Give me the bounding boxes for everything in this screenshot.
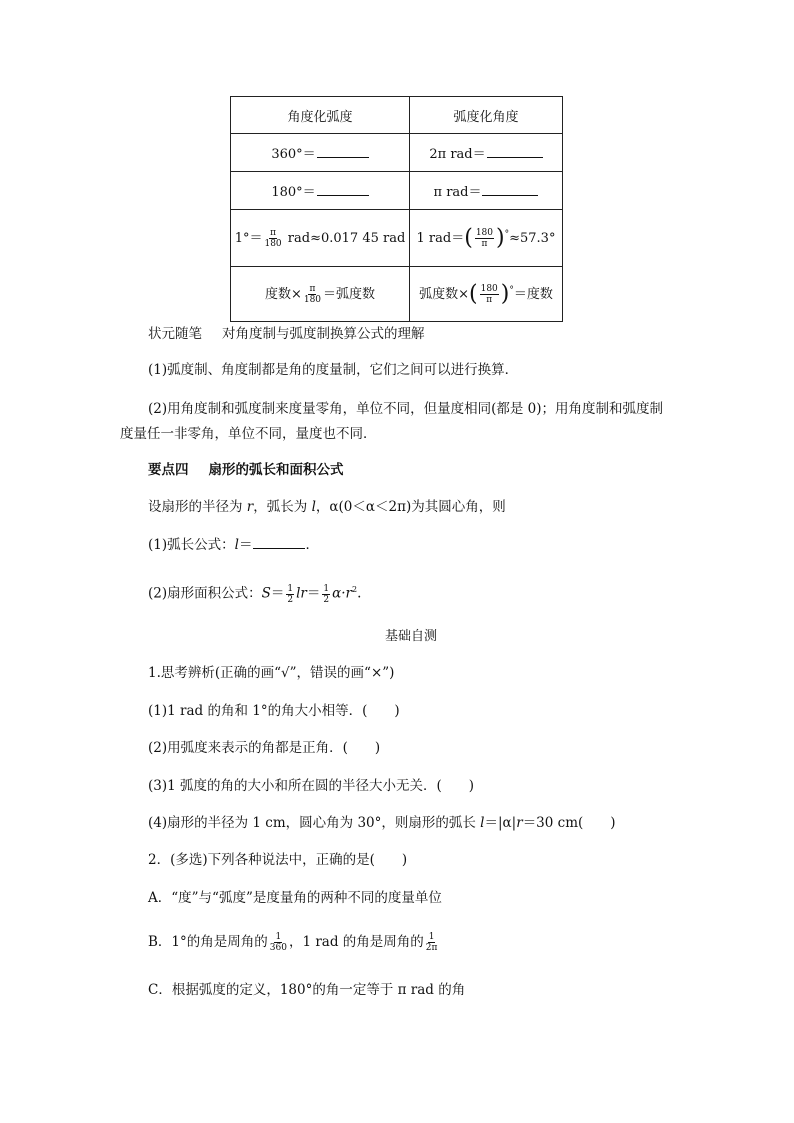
text: ＝ bbox=[306, 585, 321, 602]
fraction bbox=[304, 284, 321, 305]
text: (4)扇形的半径为 1 cm，圆心角为 30°，则扇形的弧长 bbox=[148, 815, 481, 831]
answer-blank bbox=[482, 183, 538, 196]
point4-title bbox=[148, 460, 344, 480]
table-row bbox=[231, 134, 563, 172]
fraction-numerator: 180 bbox=[475, 228, 494, 238]
q2-option-c: C．根据弧度的定义，180°的角一定等于 π rad 的角 bbox=[148, 982, 466, 998]
fraction-numerator: 1 bbox=[428, 932, 435, 942]
notes-paragraph-2-line-2: 度量任一非零角，单位不同，量度也不同． bbox=[120, 426, 377, 442]
arc-length-formula bbox=[148, 535, 319, 555]
fraction-numerator: π bbox=[270, 228, 277, 238]
table-cell bbox=[410, 267, 563, 322]
degree-sign: ° bbox=[509, 285, 514, 296]
text: ＝ bbox=[270, 585, 285, 602]
text: (2)扇形面积公式： bbox=[148, 585, 262, 602]
answer-blank bbox=[253, 536, 305, 549]
table-cell bbox=[231, 134, 410, 172]
text: (1)弧长公式： bbox=[148, 537, 235, 553]
var-l: l bbox=[311, 499, 316, 515]
fraction-numerator: 180 bbox=[480, 284, 498, 294]
notes-paragraph-1: (1)弧度制、角度制都是角的度量制，它们之间可以进行换算． bbox=[148, 362, 519, 378]
text: . bbox=[357, 585, 362, 602]
point4-heading: 扇形的弧长和面积公式 bbox=[208, 462, 344, 478]
fraction-denominator: 180 bbox=[303, 295, 322, 305]
answer-blank bbox=[317, 145, 369, 158]
cell-text: ＝度数 bbox=[513, 287, 553, 302]
cell-text: 2π rad＝ bbox=[429, 147, 486, 162]
text: ＝ bbox=[238, 537, 253, 553]
answer-blank bbox=[487, 145, 543, 158]
notes-paragraph-2-line-1: (2)用角度制和弧度制来度量零角，单位不同，但量度相同(都是 0)；用角度制和弧度制 bbox=[148, 401, 664, 417]
cell-text: 弧度数× bbox=[419, 287, 469, 302]
text: (0＜α＜2π)为其圆心角，则 bbox=[338, 499, 506, 515]
fraction bbox=[264, 228, 281, 249]
fraction-numerator: 1 bbox=[323, 583, 330, 594]
cell-text: rad≈0.017 45 rad bbox=[283, 231, 406, 246]
var-r: r bbox=[516, 815, 523, 831]
text: 设扇形的半径为 bbox=[148, 499, 247, 515]
fraction bbox=[286, 584, 294, 605]
table-row bbox=[231, 172, 563, 210]
text: ，1 rad 的角是周角的 bbox=[288, 934, 424, 950]
var-alpha-r: α·r bbox=[332, 585, 352, 602]
fraction bbox=[480, 284, 499, 305]
q1-item-2: (2)用弧度来表示的角都是正角．( ) bbox=[148, 740, 381, 756]
var-alpha: α bbox=[329, 499, 339, 515]
q1-item-1: (1)1 rad 的角和 1°的角大小相等．( ) bbox=[148, 703, 400, 719]
sector-area-formula bbox=[148, 580, 361, 605]
var-S: S bbox=[261, 585, 271, 602]
degree-sign: ° bbox=[504, 229, 510, 240]
cell-text: 360°＝ bbox=[271, 147, 316, 162]
fraction-denominator: 2π bbox=[425, 943, 438, 953]
text: ， bbox=[315, 499, 330, 515]
cell-text: π rad＝ bbox=[433, 185, 482, 200]
fraction-numerator: 1 bbox=[275, 932, 282, 942]
q1-item-4 bbox=[148, 813, 616, 833]
table-cell bbox=[231, 210, 410, 267]
table-cell bbox=[410, 210, 563, 267]
fraction bbox=[426, 932, 438, 953]
text: ，弧长为 bbox=[253, 499, 312, 515]
fraction-numerator: 1 bbox=[287, 583, 294, 594]
fraction-denominator: π bbox=[481, 239, 488, 249]
text: ＝|α| bbox=[484, 815, 517, 831]
var-l: l bbox=[234, 537, 239, 553]
cell-text: 180°＝ bbox=[271, 185, 316, 200]
answer-blank bbox=[317, 183, 369, 196]
fraction-denominator: 2 bbox=[323, 594, 330, 605]
fraction bbox=[322, 584, 330, 605]
fraction bbox=[270, 932, 287, 953]
table-row bbox=[231, 267, 563, 322]
text: B．1°的角是周角的 bbox=[148, 934, 268, 950]
q1-stem: 1.思考辨析(正确的画“√”，错误的画“×”) bbox=[148, 665, 395, 681]
notes-label: 状元随笔 bbox=[148, 326, 202, 342]
var-r: r bbox=[246, 499, 254, 515]
table-cell bbox=[410, 134, 563, 172]
fraction bbox=[475, 228, 494, 249]
q2-stem: 2．(多选)下列各种说法中，正确的是( ) bbox=[148, 852, 408, 868]
close-paren: ) bbox=[500, 281, 510, 307]
notes-heading: 对角度制与弧度制换算公式的理解 bbox=[222, 326, 425, 342]
var-l: l bbox=[480, 815, 485, 831]
table-header-cell: 弧度化角度 bbox=[410, 97, 563, 134]
exponent: 2 bbox=[352, 585, 358, 594]
fraction-denominator: π bbox=[486, 295, 493, 305]
var-lr: lr bbox=[296, 585, 307, 602]
table-header-row bbox=[231, 97, 563, 134]
point4-intro bbox=[148, 497, 506, 517]
text: ＝30 cm( ) bbox=[522, 815, 616, 831]
fraction-numerator: π bbox=[309, 284, 316, 294]
section-title: 基础自测 bbox=[385, 629, 438, 644]
table-header-cell: 角度化弧度 bbox=[231, 97, 410, 134]
point4-label: 要点四 bbox=[148, 462, 189, 478]
table-row bbox=[231, 210, 563, 267]
cell-text: 1 rad＝ bbox=[416, 231, 465, 246]
cell-text: 1°＝ bbox=[234, 231, 263, 246]
fraction-denominator: 2 bbox=[287, 594, 294, 605]
conversion-table bbox=[230, 96, 563, 322]
table-cell bbox=[410, 172, 563, 210]
q2-option-a: A．“度”与“弧度”是度量角的两种不同的度量单位 bbox=[148, 890, 442, 906]
table-cell bbox=[231, 172, 410, 210]
open-paren: ( bbox=[469, 281, 478, 307]
close-paren: ) bbox=[496, 225, 505, 251]
cell-text: 度数× bbox=[264, 287, 302, 302]
fraction-denominator: 180 bbox=[264, 239, 282, 249]
fraction-denominator: 360 bbox=[269, 943, 287, 953]
cell-text: ＝弧度数 bbox=[323, 287, 376, 302]
notes-title bbox=[148, 324, 425, 344]
q2-option-b bbox=[148, 932, 439, 953]
text: ． bbox=[305, 537, 319, 553]
cell-text: ≈57.3° bbox=[509, 231, 556, 246]
q1-item-3: (3)1 弧度的角的大小和所在圆的半径大小无关．( ) bbox=[148, 778, 475, 794]
open-paren: ( bbox=[464, 225, 473, 251]
table-cell bbox=[231, 267, 410, 322]
